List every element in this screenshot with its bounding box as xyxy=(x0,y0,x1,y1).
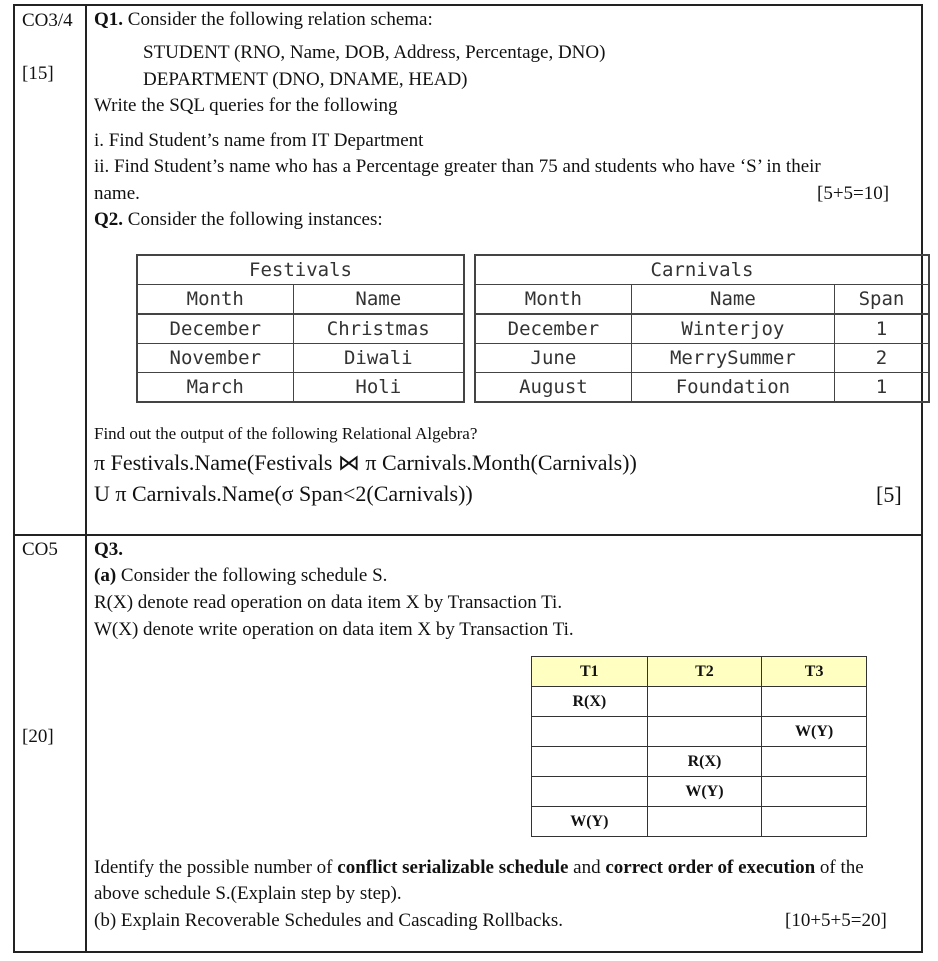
q1-item-1: i. Find Student’s name from IT Department xyxy=(94,130,424,151)
q3-read-def: R(X) denote read operation on data item X by Transaction Ti. xyxy=(94,592,563,613)
marks-label-a: [15] xyxy=(22,63,54,84)
q3-identify: Identify the possible number of conflict serializable schedule and correct order of execution of the xyxy=(94,857,864,878)
table-cell: W(Y) xyxy=(532,807,648,837)
co-label-b: CO5 xyxy=(22,539,58,560)
q3a-intro: (a) Consider the following schedule S. xyxy=(94,565,388,586)
table-cell xyxy=(532,717,648,747)
co-label-a: CO3/4 xyxy=(22,10,73,31)
table-row xyxy=(137,344,464,373)
q2-marks: [5] xyxy=(876,482,902,507)
carnivals-title: Carnivals xyxy=(475,255,929,285)
table-cell: W(Y) xyxy=(762,717,867,747)
q2-intro: Q2. Consider the following instances: xyxy=(94,209,383,230)
table-cell: 2 xyxy=(834,344,929,373)
table-cell: 1 xyxy=(834,373,929,403)
q3-identify-cont: above schedule S.(Explain step by step). xyxy=(94,883,402,904)
table-cell: Winterjoy xyxy=(631,314,834,344)
table-cell xyxy=(647,807,762,837)
schedule-header-t1: T1 xyxy=(532,657,648,687)
table-row xyxy=(475,344,929,373)
table-cell: August xyxy=(475,373,631,403)
table-cell: March xyxy=(137,373,293,403)
section-divider xyxy=(13,534,923,536)
table-cell xyxy=(647,717,762,747)
table-row xyxy=(475,373,929,403)
marks-label-b: [20] xyxy=(22,726,54,747)
q3-marks: [10+5+5=20] xyxy=(785,910,887,931)
table-row xyxy=(475,314,929,344)
table-cell xyxy=(762,747,867,777)
table-row xyxy=(137,314,464,344)
q3b-text: (b) Explain Recoverable Schedules and Cascading Rollbacks. xyxy=(94,910,564,931)
table-cell xyxy=(762,777,867,807)
festivals-title: Festivals xyxy=(137,255,464,285)
relational-expr-2: U π Carnivals.Name(σ Span<2(Carnivals)) xyxy=(94,481,473,506)
q2-label: Q2. xyxy=(94,209,124,230)
table-cell xyxy=(532,747,648,777)
table-cell: June xyxy=(475,344,631,373)
table-cell xyxy=(762,807,867,837)
table-cell: Christmas xyxy=(293,314,464,344)
carnivals-header-name: Name xyxy=(631,285,834,315)
relational-expr-1: π Festivals.Name(Festivals ⋈ π Carnivals.Month(Carnivals)) xyxy=(94,450,637,475)
schedule-table xyxy=(531,656,867,837)
festivals-header-name: Name xyxy=(293,285,464,315)
q3-label: Q3. xyxy=(94,539,124,560)
table-row xyxy=(532,717,867,747)
q1-marks: [5+5=10] xyxy=(817,183,890,204)
q1-intro: Q1. Consider the following relation schema: xyxy=(94,9,433,30)
q1-instruction: Write the SQL queries for the following xyxy=(94,95,398,116)
schedule-header-t3: T3 xyxy=(762,657,867,687)
table-cell: Diwali xyxy=(293,344,464,373)
q3a-label: (a) xyxy=(94,565,117,586)
table-cell: 1 xyxy=(834,314,929,344)
table-cell xyxy=(532,777,648,807)
table-cell: December xyxy=(137,314,293,344)
table-cell xyxy=(762,687,867,717)
table-cell: R(X) xyxy=(532,687,648,717)
q2-question: Find out the output of the following Relational Algebra? xyxy=(94,424,478,443)
festivals-header-month: Month xyxy=(137,285,293,315)
table-row xyxy=(532,807,867,837)
column-divider xyxy=(85,4,87,953)
q3-write-def: W(X) denote write operation on data item X by Transaction Ti. xyxy=(94,619,574,640)
q1-item-2-cont: name. xyxy=(94,183,140,204)
carnivals-header-month: Month xyxy=(475,285,631,315)
q1-item-2: ii. Find Student’s name who has a Percentage greater than 75 and students who have ‘S’ in their xyxy=(94,156,821,177)
table-cell: W(Y) xyxy=(647,777,762,807)
table-cell: November xyxy=(137,344,293,373)
schedule-header-t2: T2 xyxy=(647,657,762,687)
table-row xyxy=(137,373,464,403)
table-cell: R(X) xyxy=(647,747,762,777)
table-cell: Holi xyxy=(293,373,464,403)
table-row xyxy=(532,687,867,717)
table-cell: MerrySummer xyxy=(631,344,834,373)
festivals-table xyxy=(136,254,465,403)
table-cell xyxy=(647,687,762,717)
table-cell: December xyxy=(475,314,631,344)
q1-label: Q1. xyxy=(94,9,124,30)
carnivals-header-span: Span xyxy=(834,285,929,315)
table-cell: Foundation xyxy=(631,373,834,403)
carnivals-table xyxy=(474,254,930,403)
schema-department: DEPARTMENT (DNO, DNAME, HEAD) xyxy=(143,69,468,90)
schema-student: STUDENT (RNO, Name, DOB, Address, Percentage, DNO) xyxy=(143,42,606,63)
table-row xyxy=(532,747,867,777)
table-row xyxy=(532,777,867,807)
